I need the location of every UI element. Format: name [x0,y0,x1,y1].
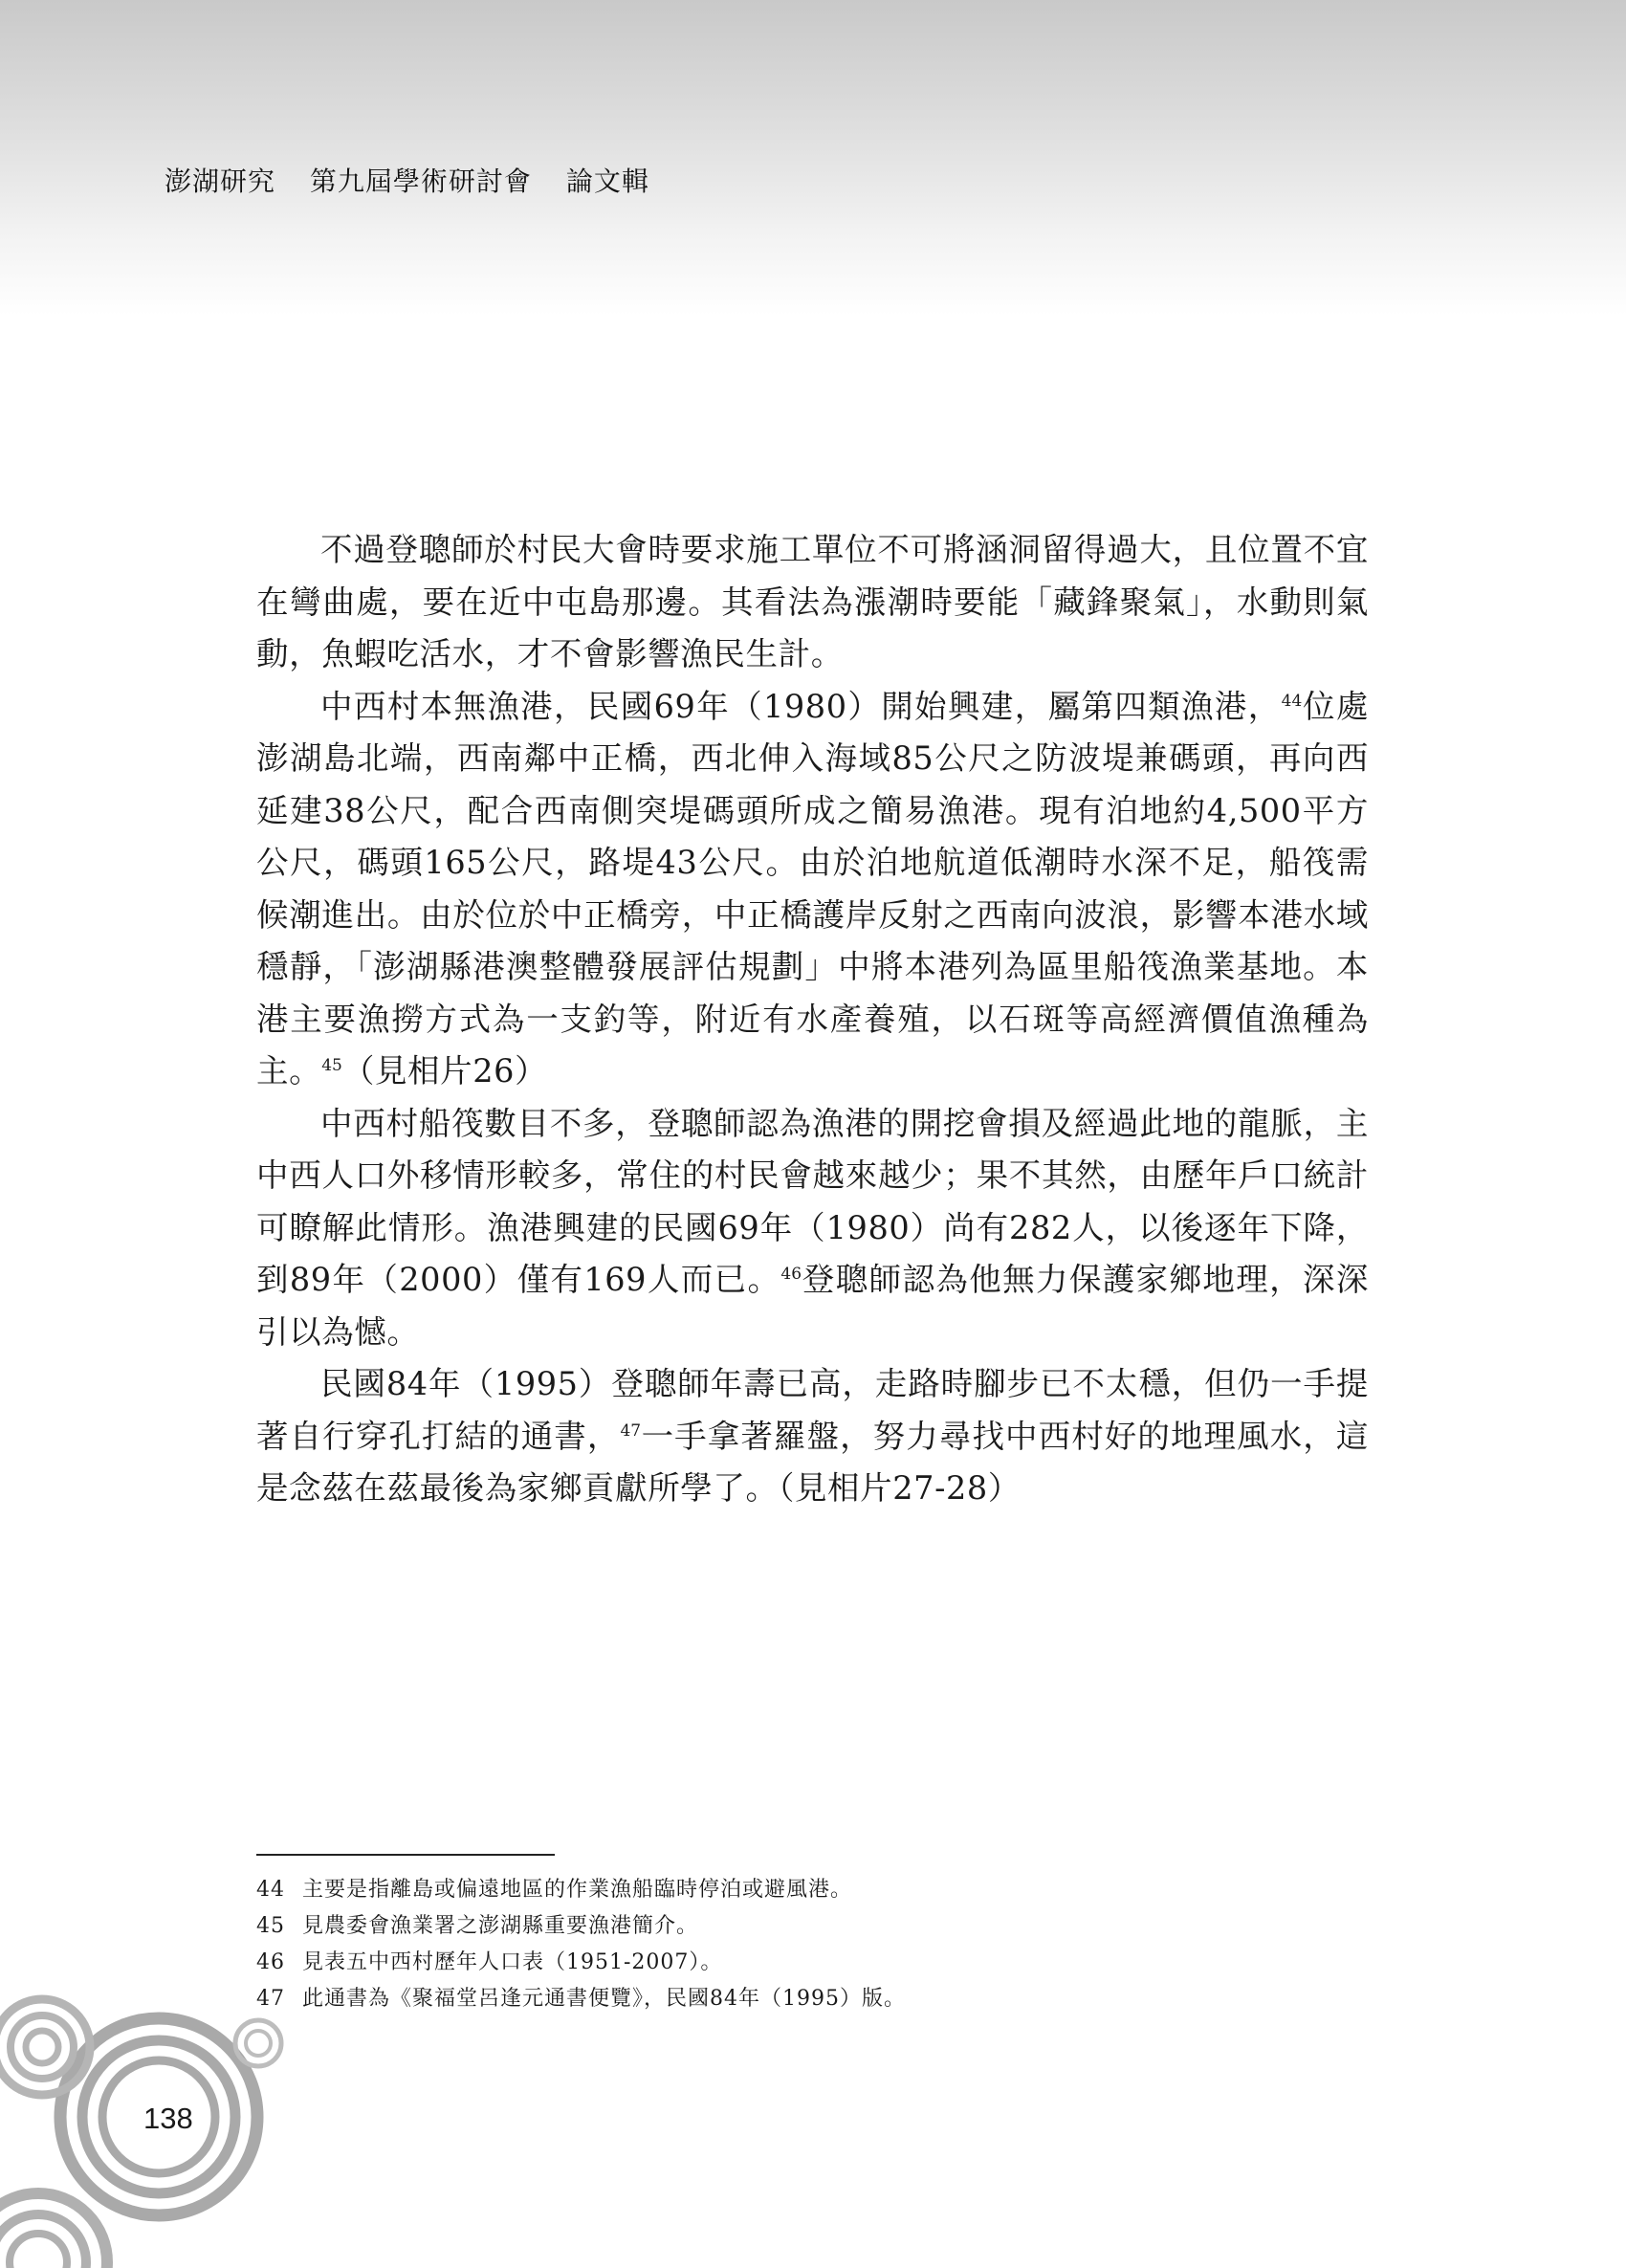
volume-title: 論文輯 [565,165,649,197]
footnotes [256,1872,1369,2017]
paragraph-text: 位處澎湖島北端，西南鄰中正橋，西北伸入海域85公尺之防波堤兼碼頭，再向西延建38公尺，配合西南側突堤碼頭所成之簡易漁港。現有泊地約4,500平方公尺，碼頭165公尺，路堤43公尺。由於泊地航道低潮時水深不足，船筏需候潮進出。由於位於中正橋旁，中正橋護岸反射之西南向波浪，影響本港水域穩靜，「澎湖縣港澳整體發展評估規劃」中將本港列為區里船筏漁業基地。本港主要漁撈方式為一支釣等，附近有水產養殖，以石斑等高經濟價值漁種為主。 [256,687,1369,1090]
paragraph-text: 中西村船筏數目不多，登聰師認為漁港的開挖會損及經過此地的龍脈，主中西人口外移情形較多，常住的村民會越來越少；果不其然，由歷年戶口統計可瞭解此情形。漁港興建的民國69年（1980）尚有282人，以後逐年下降，到89年（2000）僅有169人而已。 [256,1104,1369,1298]
running-head [165,161,674,199]
paragraph-text: 一手拿著羅盤，努力尋找中西村好的地理風水，這是念茲在茲最後為家鄉貢獻所學了。（見相片27-28） [256,1417,1369,1507]
footnote-text: 此通書為《聚福堂呂逢元通書便覽》，民國84年（1995）版。 [302,1987,906,2011]
small-ring-cluster [235,2020,281,2066]
footnote-ref-47[interactable]: 47 [620,1420,642,1441]
footnote-divider [256,1854,555,1856]
footnote-number: 46 [256,1950,285,1974]
footnote-number: 44 [256,1878,285,1902]
footnote-text: 見表五中西村歷年人口表（1951-2007）。 [302,1950,723,1974]
footnote-46 [256,1945,1369,1981]
footnote-number: 47 [256,1987,285,2011]
footnote-text: 見農委會漁業署之澎湖縣重要漁港簡介。 [302,1914,699,1938]
footnote-47 [256,1981,1369,2017]
page-number: 138 [143,2102,193,2135]
paragraph-text: 不過登聰師於村民大會時要求施工單位不可將涵洞留得過大，且位置不宜在彎曲處，要在近中屯島那邊。其看法為漲潮時要能「藏鋒聚氣」，水動則氣動，魚蝦吃活水，才不會影響漁民生計。 [256,531,1369,672]
footnote-45 [256,1908,1369,1945]
journal-title: 澎湖研究 [165,165,276,197]
paragraph-1 [256,524,1369,681]
paragraph-2 [256,681,1369,1098]
footnote-ref-46[interactable]: 46 [780,1264,802,1284]
footnote-ref-44[interactable]: 44 [1281,691,1303,711]
body-text [256,524,1369,1515]
footnote-number: 45 [256,1914,285,1938]
bottom-ring-cluster [0,2193,107,2268]
paragraph-text: 登聰師認為他無力保護家鄉地理，深深引以為憾。 [256,1261,1369,1351]
paragraph-4 [256,1358,1369,1515]
left-ring-cluster [0,1999,90,2095]
footnote-44 [256,1872,1369,1908]
paragraph-text: 民國84年（1995）登聰師年壽已高，走路時腳步已不太穩，但仍一手提著自行穿孔打結的通書， [256,1365,1369,1455]
conference-title: 第九屆學術研討會 [309,165,532,197]
footnote-ref-45[interactable]: 45 [321,1055,342,1075]
paragraph-text: （見相片26） [341,1052,548,1090]
paragraph-3 [256,1098,1369,1359]
header-band [0,0,1626,316]
paragraph-text: 中西村本無漁港，民國69年（1980）開始興建，屬第四類漁港， [320,687,1282,725]
footnote-text: 主要是指離島或偏遠地區的作業漁船臨時停泊或避風港。 [302,1878,853,1902]
